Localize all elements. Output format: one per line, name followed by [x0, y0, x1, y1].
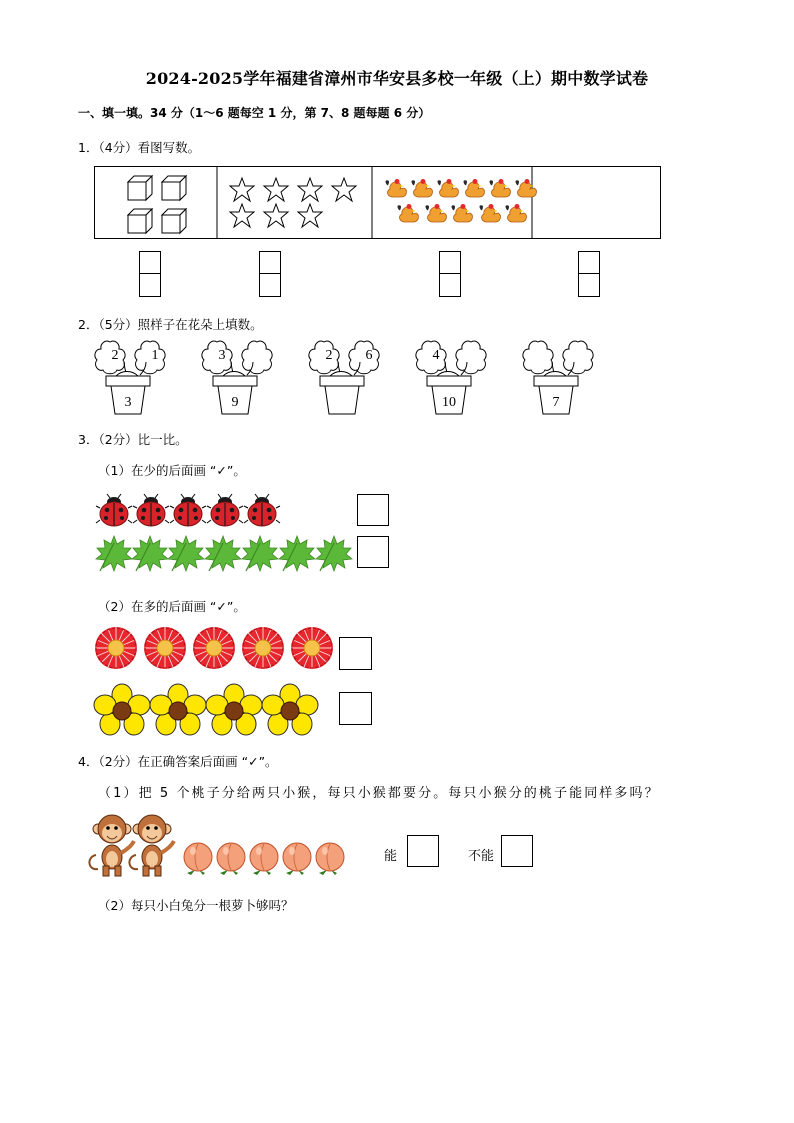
- q1-answer-box-2[interactable]: [259, 251, 281, 297]
- option-yes-checkbox[interactable]: [407, 835, 439, 867]
- section-header: 一、填一填。34 分（1～6 题每空 1 分，第 7、8 题每题 6 分）: [78, 106, 431, 120]
- q1-answer-box-3[interactable]: [439, 251, 461, 297]
- q3-ladybug-checkbox[interactable]: [357, 494, 389, 526]
- yellow-flower-row: [94, 684, 326, 736]
- q4-sub1: （1）把 5 个桃子分给两只小猴，每只小猴都要分。每只小猴分的桃子能同样多吗？: [98, 786, 660, 801]
- option-yes-label: 能: [384, 849, 398, 864]
- pot-2-number: 9: [231, 395, 239, 410]
- pot-1-number: 3: [124, 395, 132, 410]
- flower-3-right: 6: [365, 348, 373, 363]
- flower-2-left: 3: [218, 348, 226, 363]
- q1-answer-box-1[interactable]: [139, 251, 161, 297]
- q1-table: [94, 166, 662, 240]
- flower-3-left: 2: [325, 348, 333, 363]
- red-flower-row: [94, 626, 338, 672]
- q1-answer-box-4[interactable]: [578, 251, 600, 297]
- option-no-checkbox[interactable]: [501, 835, 533, 867]
- flower-pots: [88, 338, 608, 418]
- q3-red-flower-checkbox[interactable]: [339, 637, 372, 670]
- leaf-row: [96, 535, 354, 573]
- q4-sub2: （2）每只小白兔分一根萝卜够吗？: [98, 898, 294, 913]
- monkey-group: [90, 813, 180, 879]
- flower-1-left: 2: [111, 348, 119, 363]
- pot-4-number: 10: [442, 395, 456, 410]
- q3-sub1: （1）在少的后面画 “✓”。: [98, 463, 246, 478]
- q1-label: 1．（4分）看图写数。: [78, 140, 201, 155]
- flower-1-right: 1: [151, 348, 159, 363]
- pot-5-number: 7: [552, 395, 560, 410]
- peach-row: [183, 840, 349, 876]
- ladybug-row: [96, 494, 286, 528]
- q2-label: 2．（5分）照样子在花朵上填数。: [78, 317, 263, 332]
- flower-4-left: 4: [432, 348, 440, 363]
- q3-sub2: （2）在多的后面画 “✓”。: [98, 599, 246, 614]
- page-title: 2024-2025学年福建省漳州市华安县多校一年级（上）期中数学试卷: [145, 69, 649, 88]
- q3-yellow-flower-checkbox[interactable]: [339, 692, 372, 725]
- option-no-label: 不能: [468, 849, 495, 864]
- q4-label: 4．（2分）在正确答案后面画 “✓”。: [78, 754, 278, 769]
- q3-label: 3．（2分）比一比。: [78, 432, 188, 447]
- q3-leaf-checkbox[interactable]: [357, 536, 389, 568]
